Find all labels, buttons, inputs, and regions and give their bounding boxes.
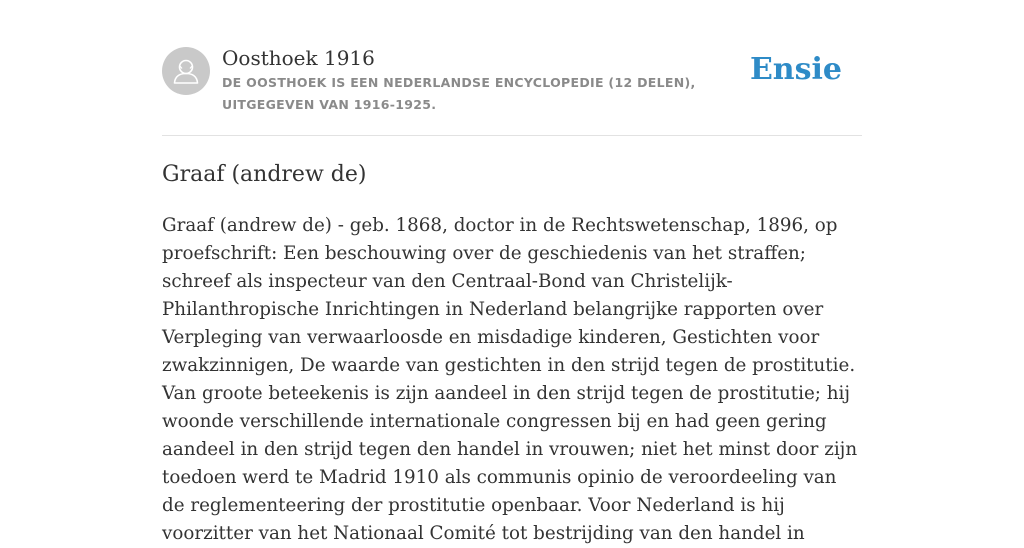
source-header [162,46,862,136]
divider [162,135,862,136]
user-placeholder-icon [162,47,210,95]
ensie-logo[interactable]: Ensie [749,52,842,87]
source-title[interactable]: Oosthoek 1916 [222,46,375,70]
avatar[interactable] [162,47,210,95]
article-title: Graaf (andrew de) [162,162,367,187]
article-body: Graaf (andrew de) - geb. 1868, doctor in de Rechtswetenschap, 1896, op proefschrift: Een beschouwing over de geschiedenis van het straffen; schreef als inspecteur van den Centraal-Bond van Christelijk-Philanthropische Inrichtingen in Nederland belangrijke rapporten over Verpleging van verwaarloosde en misdadige kinderen, Gestichten voor zwakzinnigen, De waarde van gestichten in den strijd tegen de prostitutie. Van groote beteekenis is zijn aandeel in den strijd tegen de prostitutie; hij woonde verschillende internationale congressen bij en had geen gering aandeel in den strijd tegen den handel in vrouwen; niet het minst door zijn toedoen werd te Madrid 1910 als communis opinio de veroordeeling van de reglementeering der prostitutie openbaar. Voor Nederland is hij voorzitter van het Nationaal Comité tot bestrijding van den handel in [162,215,858,544]
source-description: DE OOSTHOEK IS EEN NEDERLANDSE ENCYCLOPEDIE (12 DELEN), UITGEGEVEN VAN 1916-1925. [222,75,696,112]
